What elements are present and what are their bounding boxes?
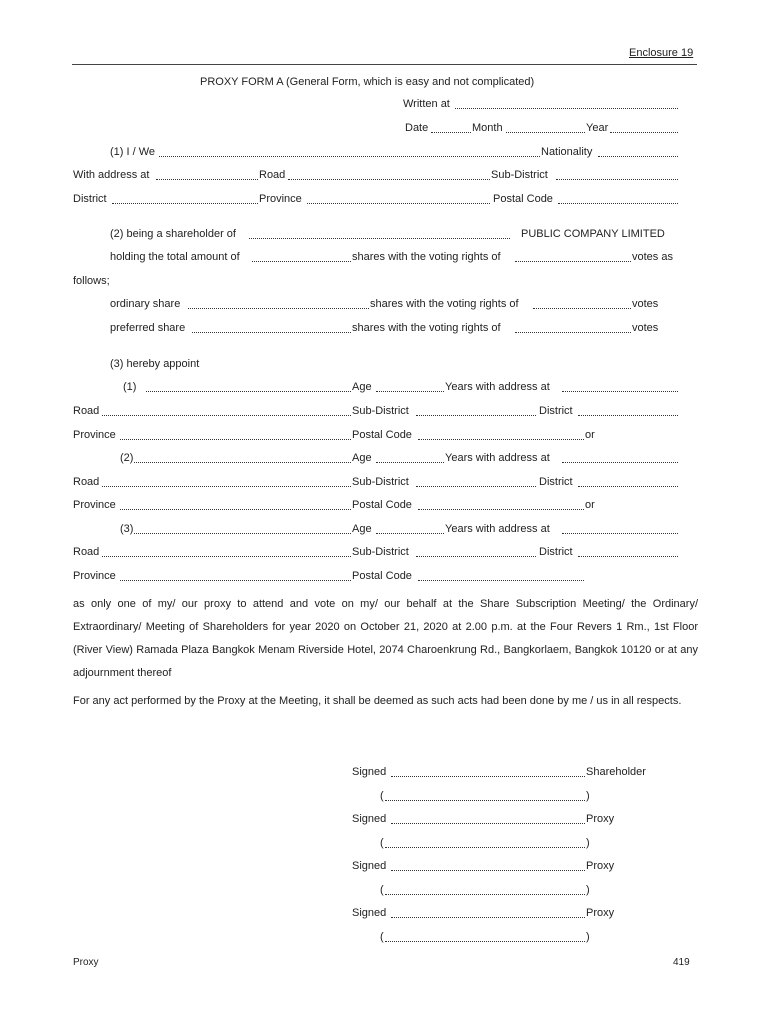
- month-label: Month: [472, 122, 503, 134]
- province-field[interactable]: [307, 203, 490, 204]
- proxy-3-sign-role: Proxy: [586, 907, 615, 919]
- shareholder-of-label: (2) being a shareholder of: [110, 228, 236, 240]
- proxy-3-years-label: Years with address at: [445, 523, 550, 535]
- proxy-3-province-field[interactable]: [120, 580, 351, 581]
- year-label: Year: [586, 122, 609, 134]
- proxy-2-printed-name-field[interactable]: [385, 894, 585, 895]
- proxy-1-district-label: District: [539, 405, 573, 417]
- proxy-2-postal-label: Postal Code: [352, 499, 412, 511]
- proxy-3-sub-district-field[interactable]: [416, 556, 536, 557]
- date-field[interactable]: [431, 132, 471, 133]
- shareholder-label: Shareholder: [586, 766, 646, 778]
- acts-paragraph: For any act performed by the Proxy at the Meeting, it shall be deemed as such acts had been done by me / us in all respects.: [73, 695, 682, 707]
- proxy-3-district-field[interactable]: [578, 556, 678, 557]
- written-at-label: Written at: [403, 98, 450, 110]
- proxy-1-sub-district-field[interactable]: [416, 415, 536, 416]
- signed-proxy-1-label: Signed: [352, 813, 387, 825]
- proxy-1-close-paren: ): [586, 837, 590, 849]
- proxy-2-open-paren: (: [380, 884, 384, 896]
- shareholder-printed-name-field[interactable]: [385, 800, 585, 801]
- proxy-1-years-label: Years with address at: [445, 381, 550, 393]
- with-address-label: With address at: [73, 169, 150, 181]
- proxy-1-age-field[interactable]: [376, 391, 444, 392]
- province-label: Province: [259, 193, 302, 205]
- footer-label: Proxy: [73, 957, 99, 968]
- preferred-share-label: preferred share: [110, 322, 186, 334]
- proxy-2-signature-field[interactable]: [391, 870, 585, 871]
- proxy-3-road-label: Road: [73, 546, 100, 558]
- holding-total-label: holding the total amount of: [110, 251, 240, 263]
- follows-label: follows;: [73, 275, 110, 287]
- proxy-2-name-field[interactable]: [134, 462, 351, 463]
- year-field[interactable]: [610, 132, 678, 133]
- proxy-3-sub-district-label: Sub-District: [352, 546, 409, 558]
- proxy-2-number: (2): [120, 452, 134, 464]
- road-field[interactable]: [288, 179, 490, 180]
- header-divider: [72, 64, 697, 65]
- proxy-3-district-label: District: [539, 546, 573, 558]
- appointment-paragraph: as only one of my/ our proxy to attend and vote on my/ our behalf at the Share Subscription Meeting/ the Ordinary/ Extraordinary/ Meeting of Shareholders for year 2020 on October 21, 2020 at 2.00 p.m. at the Four Revers 1 Rm., 1st Floor (River View) Ramada Plaza Bangkok Menam Riverside Hotel, 2074 Charoenkrung Rd., Bangkorlaem, Bangkok 10120 or at any adjournment thereof: [73, 598, 698, 679]
- ordinary-shares-field[interactable]: [188, 308, 369, 309]
- proxy-3-name-field[interactable]: [134, 533, 351, 534]
- sub-district-field[interactable]: [556, 179, 678, 180]
- enclosure-label: Enclosure 19: [629, 47, 694, 59]
- proxy-2-close-paren: ): [586, 884, 590, 896]
- proxy-2-province-field[interactable]: [120, 509, 351, 510]
- proxy-2-province-label: Province: [73, 499, 116, 511]
- proxy-3-close-paren: ): [586, 931, 590, 943]
- proxy-1-postal-label: Postal Code: [352, 429, 412, 441]
- nationality-label: Nationality: [541, 146, 593, 158]
- proxy-1-number: (1): [123, 381, 137, 393]
- proxy-1-signature-field[interactable]: [391, 823, 585, 824]
- postal-code-field[interactable]: [558, 203, 678, 204]
- proxy-1-or-label: or: [585, 429, 595, 441]
- proxy-2-sub-district-field[interactable]: [416, 486, 536, 487]
- proxy-1-printed-name-field[interactable]: [385, 847, 585, 848]
- proxy-3-postal-label: Postal Code: [352, 570, 412, 582]
- name-field[interactable]: [159, 156, 540, 157]
- shareholder-close-paren: ): [586, 790, 590, 802]
- shareholder-open-paren: (: [380, 790, 384, 802]
- shareholder-signature-field[interactable]: [391, 776, 585, 777]
- proxy-1-address-field[interactable]: [562, 391, 678, 392]
- votes-as-label: votes as: [632, 251, 673, 263]
- proxy-2-road-field[interactable]: [102, 486, 351, 487]
- ordinary-votes-field[interactable]: [533, 308, 631, 309]
- district-label: District: [73, 193, 107, 205]
- shares-voting-label: shares with the voting rights of: [352, 251, 501, 263]
- proxy-3-province-label: Province: [73, 570, 116, 582]
- proxy-3-number: (3): [120, 523, 134, 535]
- proxy-1-sub-district-label: Sub-District: [352, 405, 409, 417]
- proxy-2-district-label: District: [539, 476, 573, 488]
- proxy-1-province-field[interactable]: [120, 439, 351, 440]
- proxy-3-address-field[interactable]: [562, 533, 678, 534]
- proxy-3-road-field[interactable]: [102, 556, 351, 557]
- ordinary-votes-label: votes: [632, 298, 659, 310]
- hereby-appoint-label: (3) hereby appoint: [110, 358, 200, 370]
- preferred-shares-field[interactable]: [192, 332, 351, 333]
- i-we-label: (1) I / We: [110, 146, 156, 158]
- ordinary-share-label: ordinary share: [110, 298, 181, 310]
- proxy-2-district-field[interactable]: [578, 486, 678, 487]
- proxy-1-open-paren: (: [380, 837, 384, 849]
- proxy-1-postal-field[interactable]: [418, 439, 584, 440]
- address-field[interactable]: [156, 179, 258, 180]
- proxy-1-province-label: Province: [73, 429, 116, 441]
- proxy-2-address-field[interactable]: [562, 462, 678, 463]
- proxy-3-age-label: Age: [352, 523, 372, 535]
- signed-proxy-2-label: Signed: [352, 860, 387, 872]
- written-at-field[interactable]: [455, 108, 678, 109]
- proxy-2-or-label: or: [585, 499, 595, 511]
- preferred-votes-field[interactable]: [515, 332, 631, 333]
- page-number: 419: [673, 957, 690, 968]
- road-label: Road: [259, 169, 286, 181]
- proxy-2-sign-role: Proxy: [586, 860, 615, 872]
- proxy-2-years-label: Years with address at: [445, 452, 550, 464]
- signed-shareholder-label: Signed: [352, 766, 387, 778]
- total-votes-field[interactable]: [515, 261, 631, 262]
- proxy-1-road-field[interactable]: [102, 415, 351, 416]
- proxy-3-signature-field[interactable]: [391, 917, 585, 918]
- proxy-1-road-label: Road: [73, 405, 100, 417]
- form-title: PROXY FORM A (General Form, which is easy and not complicated): [200, 76, 535, 88]
- proxy-1-name-field[interactable]: [146, 391, 351, 392]
- proxy-2-age-label: Age: [352, 452, 372, 464]
- preferred-votes-label: votes: [632, 322, 659, 334]
- proxy-3-printed-name-field[interactable]: [385, 941, 585, 942]
- sub-district-label: Sub-District: [491, 169, 548, 181]
- proxy-2-age-field[interactable]: [376, 462, 444, 463]
- district-field[interactable]: [112, 203, 258, 204]
- month-field[interactable]: [506, 132, 585, 133]
- date-label: Date: [405, 122, 429, 134]
- ordinary-voting-label: shares with the voting rights of: [370, 298, 519, 310]
- postal-code-label: Postal Code: [493, 193, 553, 205]
- proxy-2-road-label: Road: [73, 476, 100, 488]
- preferred-voting-label: shares with the voting rights of: [352, 322, 501, 334]
- proxy-2-sub-district-label: Sub-District: [352, 476, 409, 488]
- nationality-field[interactable]: [598, 156, 678, 157]
- proxy-1-sign-role: Proxy: [586, 813, 615, 825]
- company-field[interactable]: [249, 238, 510, 239]
- signed-proxy-3-label: Signed: [352, 907, 387, 919]
- total-shares-field[interactable]: [252, 261, 351, 262]
- proxy-2-postal-field[interactable]: [418, 509, 584, 510]
- proxy-1-age-label: Age: [352, 381, 372, 393]
- proxy-3-postal-field[interactable]: [418, 580, 584, 581]
- company-suffix: PUBLIC COMPANY LIMITED: [521, 228, 665, 240]
- proxy-1-district-field[interactable]: [578, 415, 678, 416]
- proxy-3-open-paren: (: [380, 931, 384, 943]
- proxy-3-age-field[interactable]: [376, 533, 444, 534]
